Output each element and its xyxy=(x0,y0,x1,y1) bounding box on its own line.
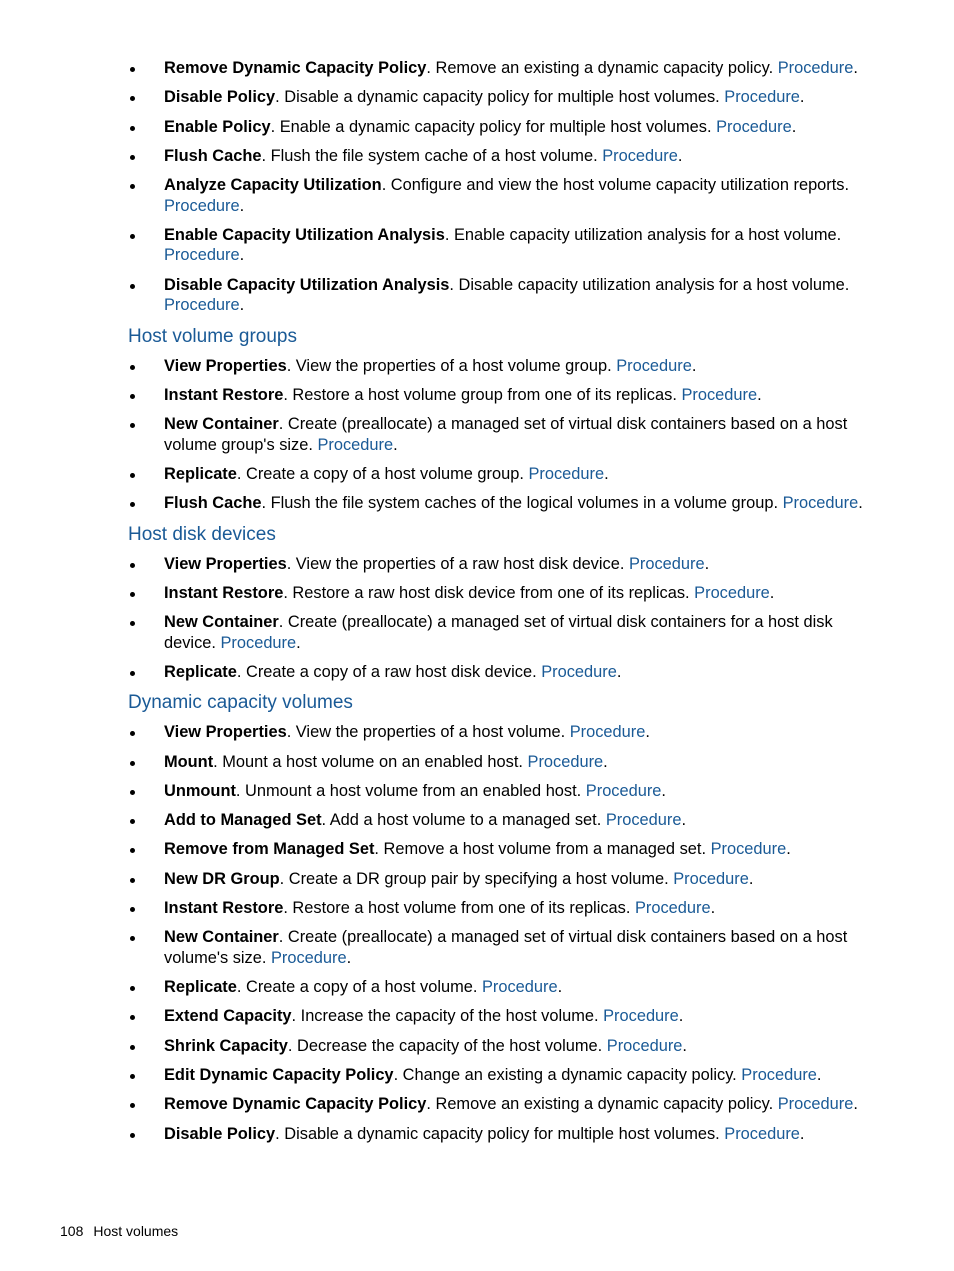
procedure-link[interactable]: Procedure xyxy=(616,356,692,375)
section-heading-dynamic-capacity-volumes: Dynamic capacity volumes xyxy=(128,692,353,714)
list-item: New Container. Create (preallocate) a managed set of virtual disk containers for a host disk device. Procedure. xyxy=(128,612,873,653)
list-item: Flush Cache. Flush the file system caches of the logical volumes in a volume group. Procedure. xyxy=(128,493,873,514)
procedure-link[interactable]: Procedure xyxy=(724,88,800,107)
page-content xyxy=(128,58,873,1153)
item-description: . Disable capacity utilization analysis for a host volume. xyxy=(449,275,850,294)
list-item: Replicate. Create a copy of a host volume group. Procedure. xyxy=(128,464,873,485)
list-item: New Container. Create (preallocate) a managed set of virtual disk containers based on a host volume's size. Procedure. xyxy=(128,927,873,968)
procedure-link[interactable]: Procedure xyxy=(528,464,605,483)
list-item: Shrink Capacity. Decrease the capacity of the host volume. Procedure. xyxy=(128,1036,873,1057)
list-item: Disable Capacity Utilization Analysis. Disable capacity utilization analysis for a host volume. Procedure. xyxy=(128,275,873,316)
item-description: . Remove an existing a dynamic capacity policy. xyxy=(426,59,778,77)
list-item: Remove from Managed Set. Remove a host volume from a managed set. Procedure. xyxy=(128,839,873,860)
item-description: . Add a host volume to a managed set. xyxy=(321,811,606,830)
list-item: Mount. Mount a host volume on an enabled host. Procedure. xyxy=(128,752,873,773)
list-item: Instant Restore. Restore a host volume group from one of its replicas. Procedure. xyxy=(128,385,873,406)
procedure-link[interactable]: Procedure xyxy=(603,1007,679,1026)
list-item: Enable Policy. Enable a dynamic capacity policy for multiple host volumes. Procedure. xyxy=(128,117,873,138)
item-term: Enable Policy xyxy=(164,117,271,136)
procedure-link[interactable]: Procedure xyxy=(710,840,787,859)
item-term: New Container xyxy=(164,415,279,434)
list-item: Add to Managed Set. Add a host volume to a managed set. Procedure. xyxy=(128,810,873,831)
procedure-link[interactable]: Procedure xyxy=(569,723,646,742)
item-term: Analyze Capacity Utilization xyxy=(164,176,382,195)
item-description: . Change an existing a dynamic capacity policy. xyxy=(393,1066,742,1085)
item-term: Flush Cache xyxy=(164,146,262,165)
item-term: Disable Policy xyxy=(164,1124,276,1143)
item-term: View Properties xyxy=(164,554,287,573)
item-term: Instant Restore xyxy=(164,583,284,602)
list-item: New DR Group. Create a DR group pair by specifying a host volume. Procedure. xyxy=(128,869,873,890)
item-description: . Increase the capacity of the host volume. xyxy=(291,1007,604,1026)
procedure-link[interactable]: Procedure xyxy=(777,1095,854,1114)
list-item: Edit Dynamic Capacity Policy. Change an existing a dynamic capacity policy. Procedure. xyxy=(128,1065,873,1086)
item-description: . View the properties of a host volume group. xyxy=(286,356,617,375)
item-description: . View the properties of a host volume. xyxy=(286,723,570,742)
item-term: Enable Capacity Utilization Analysis xyxy=(164,225,445,244)
procedure-link[interactable]: Procedure xyxy=(317,435,394,454)
item-description: . Mount a host volume on an enabled host. xyxy=(213,752,528,771)
list-item: Remove Dynamic Capacity Policy. Remove an existing a dynamic capacity policy. Procedure. xyxy=(128,1094,873,1115)
section-heading-host-volume-groups: Host volume groups xyxy=(128,325,297,347)
item-term: Shrink Capacity xyxy=(164,1036,288,1055)
item-term: Remove Dynamic Capacity Policy xyxy=(164,1095,427,1114)
item-description: . Enable a dynamic capacity policy for multiple host volumes. xyxy=(270,117,717,136)
item-term: View Properties xyxy=(164,356,287,375)
procedure-link[interactable]: Procedure xyxy=(777,59,854,77)
section-heading-host-disk-devices: Host disk devices xyxy=(128,523,276,545)
item-term: Flush Cache xyxy=(164,494,262,513)
list-item: New Container. Create (preallocate) a managed set of virtual disk containers based on a host volume group's size. Procedure. xyxy=(128,414,873,455)
procedure-link[interactable]: Procedure xyxy=(606,1036,683,1055)
item-description: . Restore a host volume group from one of its replicas. xyxy=(283,385,682,404)
item-term: New Container xyxy=(164,928,279,947)
list-item: Remove Dynamic Capacity Policy. Remove an existing a dynamic capacity policy. Procedure. xyxy=(128,58,873,79)
item-description: . Disable a dynamic capacity policy for multiple host volumes. xyxy=(275,88,725,107)
list-item: Instant Restore. Restore a host volume from one of its replicas. Procedure. xyxy=(128,898,873,919)
procedure-link[interactable]: Procedure xyxy=(481,978,558,997)
list-item: Enable Capacity Utilization Analysis. Enable capacity utilization analysis for a host volume. Procedure. xyxy=(128,225,873,266)
list-item: Unmount. Unmount a host volume from an enabled host. Procedure. xyxy=(128,781,873,802)
procedure-link[interactable]: Procedure xyxy=(681,385,758,404)
item-term: Extend Capacity xyxy=(164,1007,292,1026)
procedure-link[interactable]: Procedure xyxy=(605,811,682,830)
procedure-link[interactable]: Procedure xyxy=(164,246,240,265)
list-item: Replicate. Create a copy of a host volume. Procedure. xyxy=(128,977,873,998)
item-term: New DR Group xyxy=(164,869,280,888)
procedure-link[interactable]: Procedure xyxy=(602,146,678,165)
item-term: Unmount xyxy=(164,781,236,800)
procedure-link[interactable]: Procedure xyxy=(270,948,347,967)
item-term: Disable Policy xyxy=(164,88,276,107)
item-description: . View the properties of a raw host disk device. xyxy=(286,554,629,573)
list-item: Replicate. Create a copy of a raw host disk device. Procedure. xyxy=(128,662,873,683)
dynamic-capacity-volumes-list xyxy=(128,722,873,1144)
item-term: Edit Dynamic Capacity Policy xyxy=(164,1066,394,1085)
operations-list xyxy=(128,58,873,316)
procedure-link[interactable]: Procedure xyxy=(741,1066,817,1085)
procedure-link[interactable]: Procedure xyxy=(628,554,705,573)
procedure-link[interactable]: Procedure xyxy=(585,781,662,800)
list-item: Disable Policy. Disable a dynamic capacity policy for multiple host volumes. Procedure. xyxy=(128,87,873,108)
item-description: . Remove an existing a dynamic capacity policy. xyxy=(426,1095,778,1114)
item-description: . Create (preallocate) a managed set of virtual disk containers for a host disk device. xyxy=(164,613,833,652)
item-term: Instant Restore xyxy=(164,385,284,404)
page-footer xyxy=(60,1222,188,1240)
item-term: Add to Managed Set xyxy=(164,811,322,830)
list-item: Flush Cache. Flush the file system cache of a host volume. Procedure. xyxy=(128,146,873,167)
list-item: View Properties. View the properties of a host volume group. Procedure. xyxy=(128,356,873,377)
procedure-link[interactable]: Procedure xyxy=(716,117,792,136)
item-description: . Flush the file system caches of the logical volumes in a volume group. xyxy=(261,494,783,513)
item-term: Instant Restore xyxy=(164,899,284,918)
procedure-link[interactable]: Procedure xyxy=(541,662,617,681)
item-description: . Create (preallocate) a managed set of virtual disk containers based on a host volume group's size. xyxy=(164,415,848,454)
item-description: . Create (preallocate) a managed set of virtual disk containers based on a host volume's size. xyxy=(164,928,848,967)
item-term: Replicate xyxy=(164,978,237,997)
procedure-link[interactable]: Procedure xyxy=(220,633,297,652)
host-disk-devices-list xyxy=(128,554,873,683)
item-description: . Remove a host volume from a managed set. xyxy=(374,840,711,859)
item-description: . Restore a raw host disk device from one of its replicas. xyxy=(283,583,695,602)
list-item: View Properties. View the properties of a raw host disk device. Procedure. xyxy=(128,554,873,575)
item-description: . Create a copy of a raw host disk device. xyxy=(236,662,542,681)
item-description: . Decrease the capacity of the host volume. xyxy=(287,1036,607,1055)
list-item: Instant Restore. Restore a raw host disk device from one of its replicas. Procedure. xyxy=(128,583,873,604)
item-term: Replicate xyxy=(164,662,237,681)
procedure-link[interactable]: Procedure xyxy=(634,899,711,918)
item-description: . Enable capacity utilization analysis for a host volume. xyxy=(444,225,842,244)
page-number: 108 xyxy=(60,1223,84,1239)
item-description: . Flush the file system cache of a host volume. xyxy=(261,146,603,165)
item-description: . Create a copy of a host volume. xyxy=(236,978,482,997)
item-term: View Properties xyxy=(164,723,287,742)
item-description: . Create a DR group pair by specifying a host volume. xyxy=(279,869,674,888)
item-term: Disable Capacity Utilization Analysis xyxy=(164,275,450,294)
item-term: Remove Dynamic Capacity Policy xyxy=(164,59,427,77)
procedure-link[interactable]: Procedure xyxy=(694,583,770,602)
procedure-link[interactable]: Procedure xyxy=(724,1124,800,1143)
item-description: . Configure and view the host volume capacity utilization reports. xyxy=(381,176,850,195)
footer-section-title: Host volumes xyxy=(93,1223,179,1239)
procedure-link[interactable]: Procedure xyxy=(673,869,749,888)
list-item: Disable Policy. Disable a dynamic capacity policy for multiple host volumes. Procedure. xyxy=(128,1124,873,1145)
list-item: Extend Capacity. Increase the capacity of the host volume. Procedure. xyxy=(128,1006,873,1027)
procedure-link[interactable]: Procedure xyxy=(527,752,604,771)
item-term: Replicate xyxy=(164,464,237,483)
list-item: Analyze Capacity Utilization. Configure and view the host volume capacity utilization reports. Procedure. xyxy=(128,175,873,216)
item-description: . Unmount a host volume from an enabled host. xyxy=(235,781,586,800)
item-term: New Container xyxy=(164,613,279,632)
procedure-link[interactable]: Procedure xyxy=(782,494,859,513)
item-description: . Disable a dynamic capacity policy for multiple host volumes. xyxy=(275,1124,725,1143)
item-term: Mount xyxy=(164,752,214,771)
procedure-link[interactable]: Procedure xyxy=(164,196,240,215)
item-term: Remove from Managed Set xyxy=(164,840,375,859)
procedure-link[interactable]: Procedure xyxy=(164,296,240,315)
item-description: . Create a copy of a host volume group. xyxy=(236,464,529,483)
item-description: . Restore a host volume from one of its replicas. xyxy=(283,899,635,918)
host-volume-groups-list xyxy=(128,356,873,514)
list-item: View Properties. View the properties of a host volume. Procedure. xyxy=(128,722,873,743)
